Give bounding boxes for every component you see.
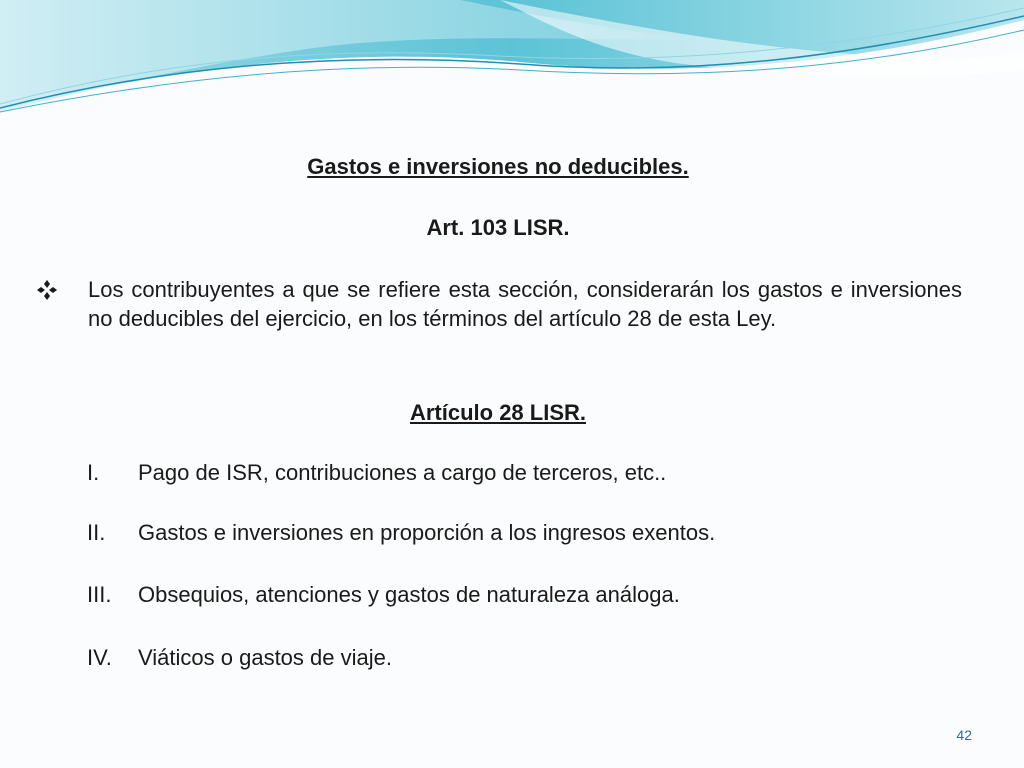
list-item-number: IV. [87,645,112,670]
list-item-text: Pago de ISR, contribuciones a cargo de terceros, etc.. [138,460,667,485]
list-item-number: III. [87,582,112,607]
list-item-number: II. [87,520,106,545]
page-number: 42 [956,727,972,743]
list-item-number: I. [87,460,100,485]
slide-title: Gastos e inversiones no deducibles. [307,154,689,179]
article-reference: Art. 103 LISR. [426,215,570,240]
bullet-text: Los contribuyentes a que se refiere esta sección, considerarán los gastos e inversiones no deducibles del ejercicio, en los términos del artículo 28 de esta Ley. [88,277,962,331]
list-item-text: Obsequios, atenciones y gastos de naturaleza análoga. [138,582,680,607]
list-item-text: Viáticos o gastos de viaje. [138,645,392,670]
article-title: Artículo 28 LISR. [409,400,587,425]
diamond-bullet-icon [36,279,58,301]
list-item-text: Gastos e inversiones en proporción a los ingresos exentos. [138,520,716,545]
